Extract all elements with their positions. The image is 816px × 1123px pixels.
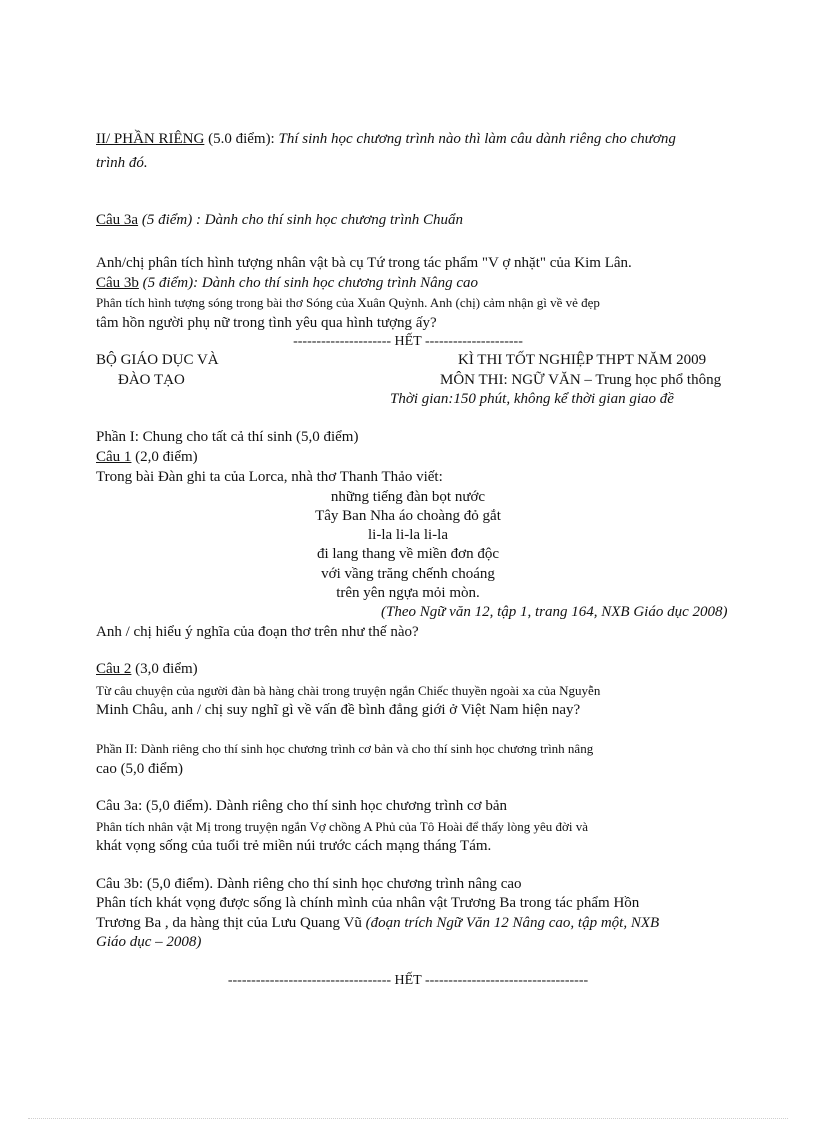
q3b-top-text-b: tâm hồn người phụ nữ trong tình yêu qua hình tượng ấy? <box>96 315 437 331</box>
q1-heading <box>96 450 198 465</box>
ministry-name-b: ĐÀO TẠO <box>118 372 185 388</box>
part2-top-intro-a: Thí sinh học chương trình nào thì làm câu dành riêng cho chương <box>278 131 676 147</box>
q3b-title: Câu 3b: (5,0 điểm). Dành riêng cho thí sinh học chương trình nâng cao <box>96 876 522 892</box>
q3b-ref-b: Giáo dục – 2008) <box>96 934 202 950</box>
q3b-top-points: (5 điểm) <box>138 275 194 291</box>
q3b-text-b: Trương Ba , da hàng thịt của Lưu Quang Vũ <box>96 915 366 931</box>
exam-time: Thời gian:150 phút, không kể thời gian giao đề <box>390 391 674 407</box>
poem-line: những tiếng đàn bọt nước <box>330 489 486 505</box>
part2-title-b: cao (5,0 điểm) <box>96 761 184 777</box>
q3a-top-points: (5 điểm) <box>138 212 196 228</box>
part2-title-a: Phần II: Dành riêng cho thí sinh học chương trình cơ bản và cho thí sinh học chương trình nâng <box>96 741 594 756</box>
poem-line: với vầng trăng chếnh choáng <box>321 566 495 582</box>
poem-line: Tây Ban Nha áo choàng đỏ gắt <box>315 508 501 524</box>
q3b-top-rest: : Dành cho thí sinh học chương trình Nâng cao <box>193 275 478 291</box>
exam-title: KÌ THI TỐT NGHIỆP THPT NĂM 2009 <box>458 352 707 368</box>
q1-intro: Trong bài Đàn ghi ta của Lorca, nhà thơ Thanh Thảo viết: <box>96 469 443 485</box>
part2-top-intro-b: trình đó. <box>96 155 148 171</box>
q3b-top-heading <box>96 276 478 291</box>
end-mark-1: --------------------- HẾT --------------------- <box>293 334 523 349</box>
q2-text-a: Từ câu chuyện của người đàn bà hàng chài trong truyện ngắn Chiếc thuyền ngoài xa của Nguyễn <box>96 683 601 698</box>
poem-line: trên yên ngựa mỏi mòn. <box>336 585 480 601</box>
q3a-top-label: Câu 3a <box>96 212 139 228</box>
part2-top-points: (5.0 điểm): <box>204 131 279 147</box>
q1-label: Câu 1 <box>96 449 132 465</box>
q2-label: Câu 2 <box>96 661 132 677</box>
part1-title: Phần I: Chung cho tất cả thí sinh (5,0 điểm) <box>96 429 359 445</box>
q3b-top-label: Câu 3b <box>96 275 139 291</box>
q3b-text-a: Phân tích khát vọng được sống là chính mình của nhân vật Trương Ba trong tác phẩm Hồn <box>96 895 640 911</box>
part2-top-heading: II/ PHẦN RIÊNG <box>96 131 205 147</box>
end-mark-2: ----------------------------------- HẾT ----------------------------------- <box>227 973 589 988</box>
q2-heading <box>96 662 198 677</box>
q3a-text-b: khát vọng sống của tuổi trẻ miền núi trước cách mạng tháng Tám. <box>96 838 492 854</box>
poem-citation: (Theo Ngữ văn 12, tập 1, trang 164, NXB Giáo dục 2008) <box>381 604 728 620</box>
exam-subject: MÔN THI: NGỮ VĂN – Trung học phổ thông <box>440 372 722 388</box>
part2-top-intro-line1 <box>96 132 676 147</box>
q3a-title: Câu 3a: (5,0 điểm). Dành riêng cho thí sinh học chương trình cơ bản <box>96 798 507 814</box>
q3a-top-heading <box>96 213 463 228</box>
q1-question: Anh / chị hiểu ý nghĩa của đoạn thơ trên như thế nào? <box>96 624 419 640</box>
page-bottom-rule <box>28 1118 788 1119</box>
q3b-ref-a: (đoạn trích Ngữ Văn 12 Nâng cao, tập một, NXB <box>365 915 660 931</box>
q3a-top-rest: : Dành cho thí sinh học chương trình Chuẩn <box>195 212 463 228</box>
q3b-top-text-a: Phân tích hình tượng sóng trong bài thơ Sóng của Xuân Quỳnh. Anh (chị) cảm nhận gì về vẻ đẹp <box>96 295 600 310</box>
q2-text-b: Minh Châu, anh / chị suy nghĩ gì về vấn đề bình đẳng giới ở Việt Nam hiện nay? <box>96 702 581 718</box>
ministry-name-a: BỘ GIÁO DỤC VÀ <box>96 352 219 368</box>
q3a-text-a: Phân tích nhân vật Mị trong truyện ngắn Vợ chồng A Phủ của Tô Hoài để thấy lòng yêu đời và <box>96 819 589 834</box>
q3a-top-text: Anh/chị phân tích hình tượng nhân vật bà cụ Tứ trong tác phẩm "V ợ nhặt" của Kim Lân. <box>96 255 632 271</box>
poem-line: li-la li-la li-la <box>368 527 448 543</box>
poem-line: đi lang thang về miền đơn độc <box>316 546 500 562</box>
q2-points: (3,0 điểm) <box>131 661 198 677</box>
q1-points: (2,0 điểm) <box>131 449 198 465</box>
q3b-text-b-line <box>96 916 659 931</box>
